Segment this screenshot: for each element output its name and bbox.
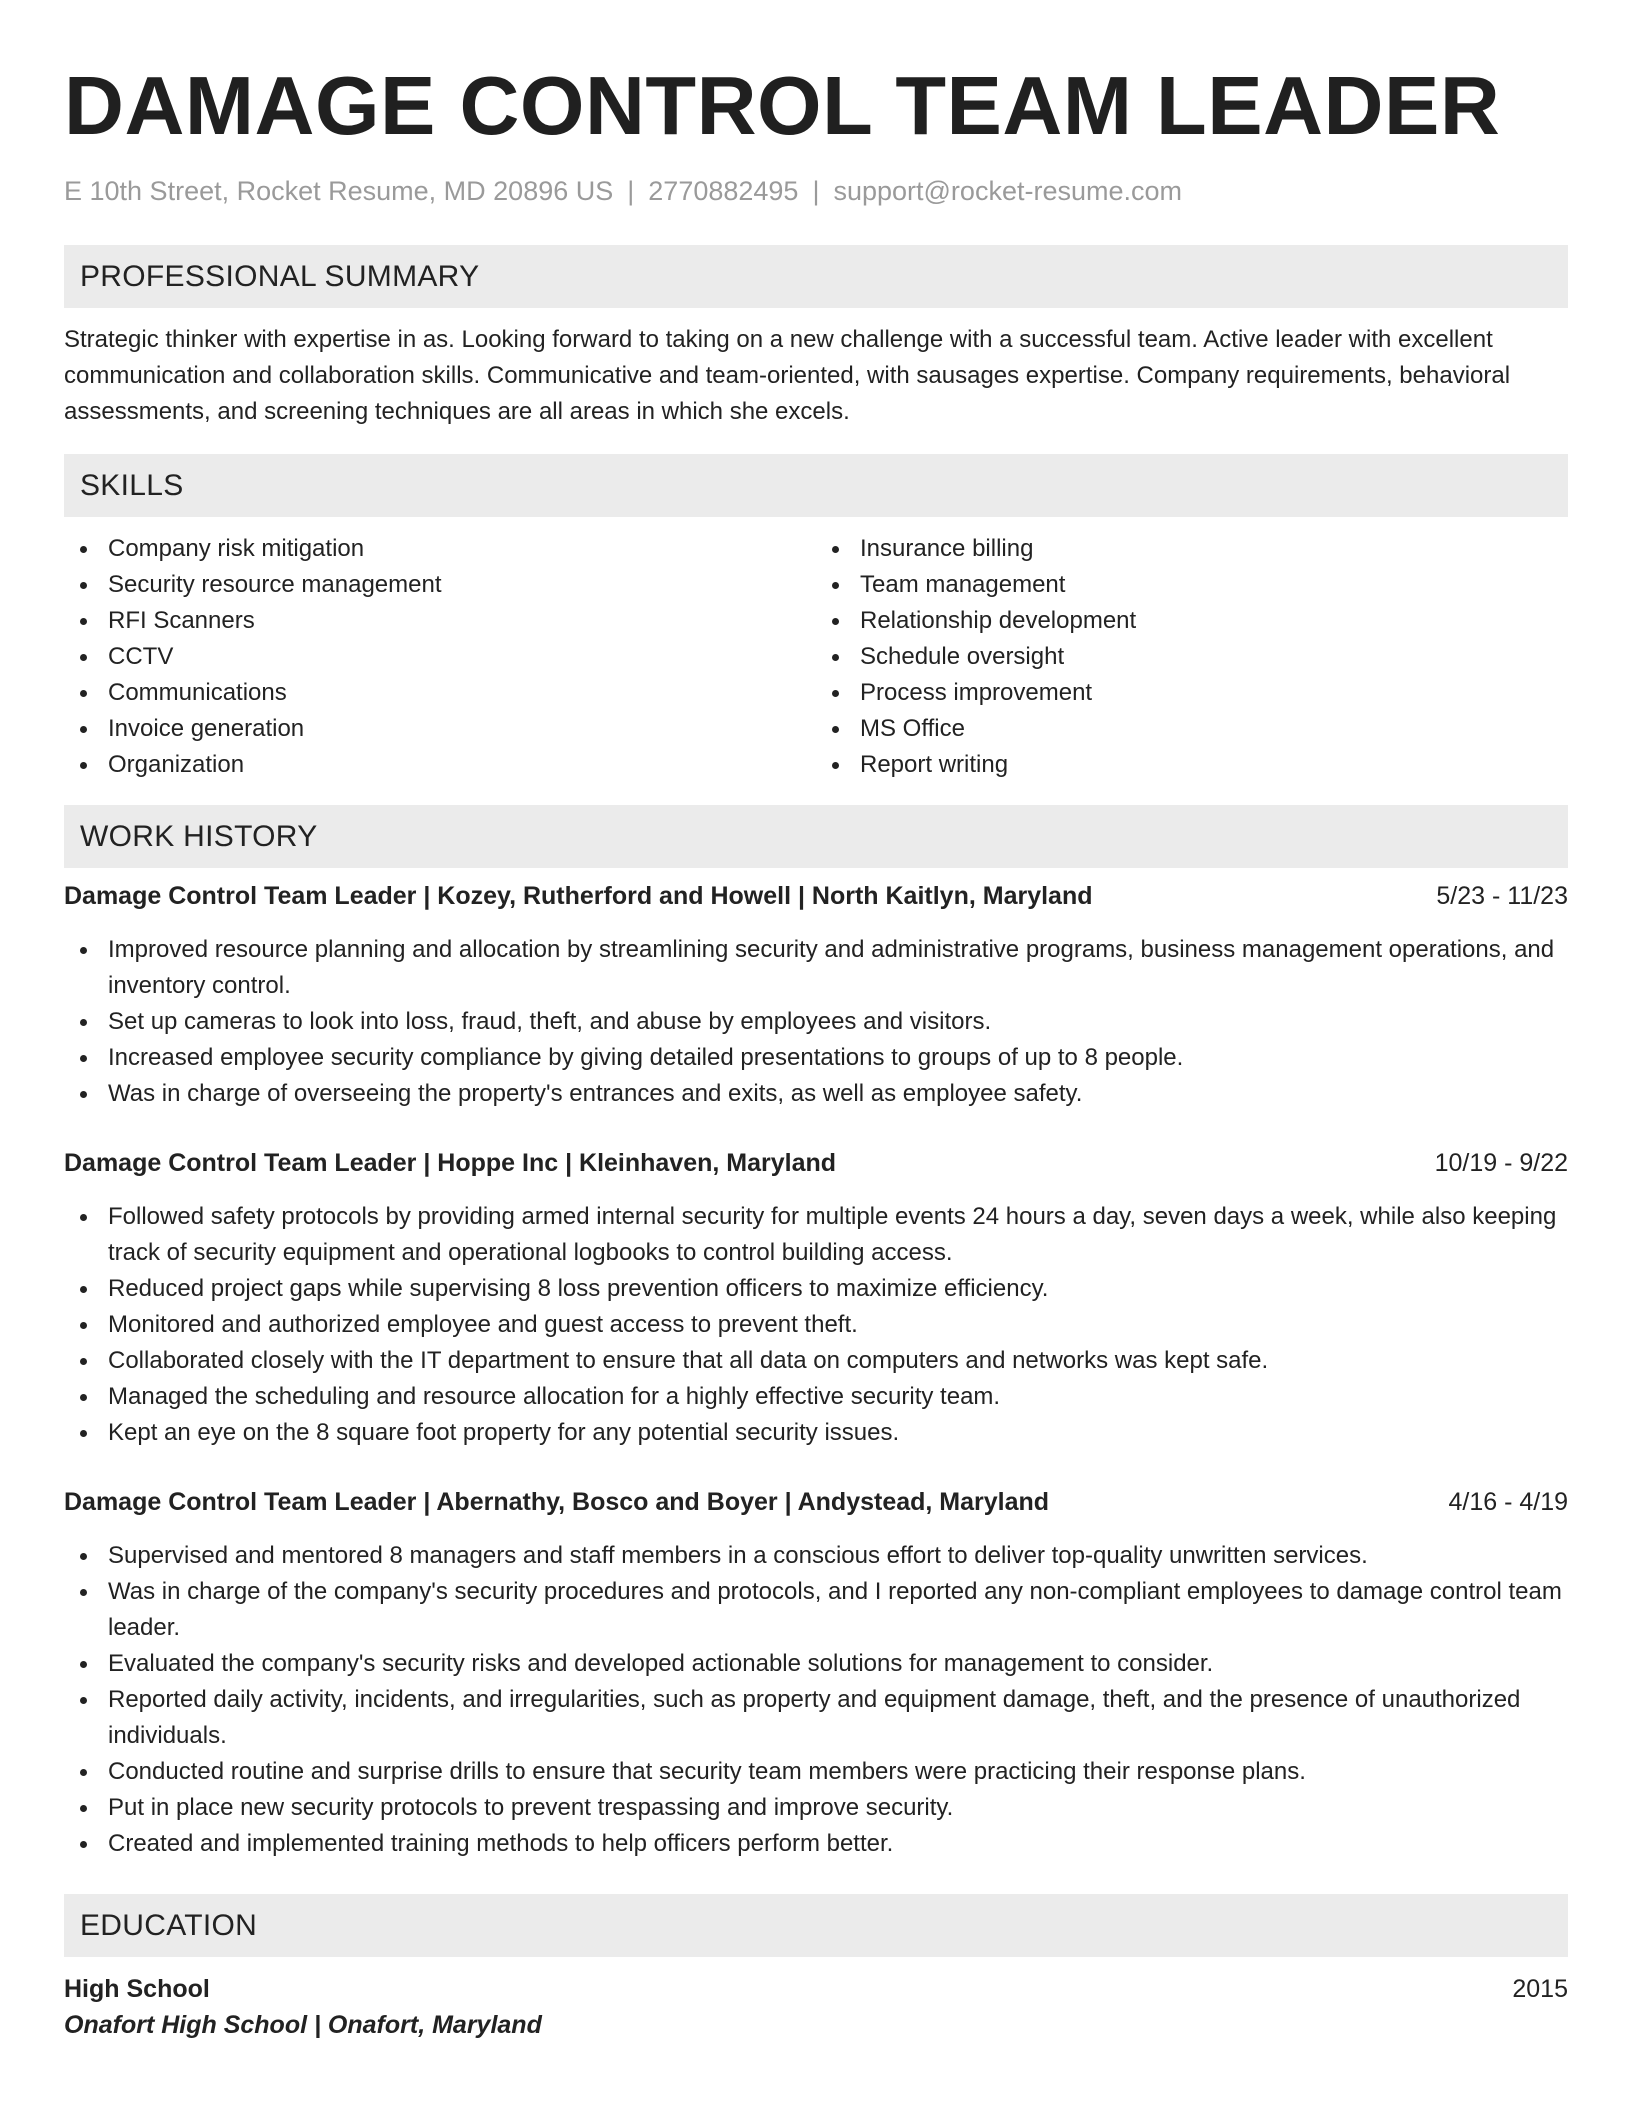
education-entry bbox=[64, 1971, 1568, 2007]
skills-column-left bbox=[64, 531, 816, 783]
job-entry bbox=[64, 878, 1568, 1112]
skill-item: RFI Scanners bbox=[64, 603, 816, 639]
job-bullet: Increased employee security compliance by giving detailed presentations to groups of up to 8 people. bbox=[64, 1040, 1568, 1076]
skill-item: CCTV bbox=[64, 639, 816, 675]
skill-item: Communications bbox=[64, 675, 816, 711]
job-title: Damage Control Team Leader | Abernathy, Bosco and Boyer | Andystead, Maryland bbox=[64, 1488, 1050, 1516]
job-bullet: Put in place new security protocols to prevent trespassing and improve security. bbox=[64, 1790, 1568, 1826]
job-bullet: Evaluated the company's security risks and developed actionable solutions for management to consider. bbox=[64, 1646, 1568, 1682]
contact-line bbox=[64, 174, 1568, 208]
contact-address: E 10th Street, Rocket Resume, MD 20896 US bbox=[64, 176, 614, 206]
skill-item: Report writing bbox=[816, 747, 1568, 783]
education-degree: High School bbox=[64, 1975, 210, 2003]
job-bullets bbox=[64, 1538, 1568, 1862]
summary-text: Strategic thinker with expertise in as. Looking forward to taking on a new challenge with a successful team. Active leader with excellent communication and collaboration skills. Communicative and team-oriented, with sausages expertise. Company requirements, behavioral assessments, and screening techniques are all areas in which she excels. bbox=[64, 326, 1511, 425]
job-entry bbox=[64, 1145, 1568, 1451]
skill-item: Organization bbox=[64, 747, 816, 783]
job-title: Damage Control Team Leader | Kozey, Rutherford and Howell | North Kaitlyn, Maryland bbox=[64, 882, 1093, 910]
skill-item: Insurance billing bbox=[816, 531, 1568, 567]
job-bullet: Monitored and authorized employee and guest access to prevent theft. bbox=[64, 1307, 1568, 1343]
job-bullet: Collaborated closely with the IT department to ensure that all data on computers and networks was kept safe. bbox=[64, 1343, 1568, 1379]
job-bullet: Supervised and mentored 8 managers and staff members in a conscious effort to deliver top-quality unwritten services. bbox=[64, 1538, 1568, 1574]
work-history-heading: WORK HISTORY bbox=[64, 805, 1568, 868]
job-entry bbox=[64, 1484, 1568, 1862]
job-bullet: Set up cameras to look into loss, fraud, theft, and abuse by employees and visitors. bbox=[64, 1004, 1568, 1040]
skill-item: Security resource management bbox=[64, 567, 816, 603]
job-bullet: Conducted routine and surprise drills to ensure that security team members were practicing their response plans. bbox=[64, 1754, 1568, 1790]
skill-item: Relationship development bbox=[816, 603, 1568, 639]
contact-separator: | bbox=[812, 176, 820, 206]
job-bullet: Reduced project gaps while supervising 8 loss prevention officers to maximize efficiency. bbox=[64, 1271, 1568, 1307]
job-bullets bbox=[64, 1199, 1568, 1451]
contact-phone: 2770882495 bbox=[648, 176, 799, 206]
job-bullet: Created and implemented training methods to help officers perform better. bbox=[64, 1826, 1568, 1862]
resume-name: DAMAGE CONTROL TEAM LEADER bbox=[64, 59, 1501, 152]
skill-item: Company risk mitigation bbox=[64, 531, 816, 567]
job-header bbox=[64, 1484, 1568, 1520]
skills-list bbox=[64, 531, 1568, 783]
skills-column-right bbox=[816, 531, 1568, 783]
job-bullet: Followed safety protocols by providing armed internal security for multiple events 24 hours a day, seven days a week, while also keeping track of security equipment and operational logbooks to control building access. bbox=[64, 1199, 1568, 1271]
job-dates: 10/19 - 9/22 bbox=[1434, 1149, 1568, 1177]
job-header bbox=[64, 878, 1568, 914]
skill-item: MS Office bbox=[816, 711, 1568, 747]
skill-item: Schedule oversight bbox=[816, 639, 1568, 675]
summary-heading: PROFESSIONAL SUMMARY bbox=[64, 245, 1568, 308]
job-bullet: Was in charge of overseeing the property's entrances and exits, as well as employee safety. bbox=[64, 1076, 1568, 1112]
job-bullet: Was in charge of the company's security procedures and protocols, and I reported any non-compliant employees to damage control team leader. bbox=[64, 1574, 1568, 1646]
job-bullet: Kept an eye on the 8 square foot property for any potential security issues. bbox=[64, 1415, 1568, 1451]
skill-item: Team management bbox=[816, 567, 1568, 603]
contact-separator: | bbox=[627, 176, 635, 206]
job-bullet: Managed the scheduling and resource allocation for a highly effective security team. bbox=[64, 1379, 1568, 1415]
job-bullet: Improved resource planning and allocation by streamlining security and administrative programs, business management operations, and inventory control. bbox=[64, 932, 1568, 1004]
contact-email: support@rocket-resume.com bbox=[833, 176, 1182, 206]
job-bullet: Reported daily activity, incidents, and irregularities, such as property and equipment damage, theft, and the presence of unauthorized individuals. bbox=[64, 1682, 1568, 1754]
education-school: Onafort High School | Onafort, Maryland bbox=[64, 2011, 542, 2039]
job-header bbox=[64, 1145, 1568, 1181]
skills-heading: SKILLS bbox=[64, 454, 1568, 517]
job-bullets bbox=[64, 932, 1568, 1112]
job-dates: 4/16 - 4/19 bbox=[1448, 1488, 1568, 1516]
education-year: 2015 bbox=[1512, 1975, 1568, 2003]
skill-item: Invoice generation bbox=[64, 711, 816, 747]
skill-item: Process improvement bbox=[816, 675, 1568, 711]
job-dates: 5/23 - 11/23 bbox=[1436, 882, 1568, 910]
education-heading: EDUCATION bbox=[64, 1894, 1568, 1957]
job-title: Damage Control Team Leader | Hoppe Inc | Kleinhaven, Maryland bbox=[64, 1149, 837, 1177]
